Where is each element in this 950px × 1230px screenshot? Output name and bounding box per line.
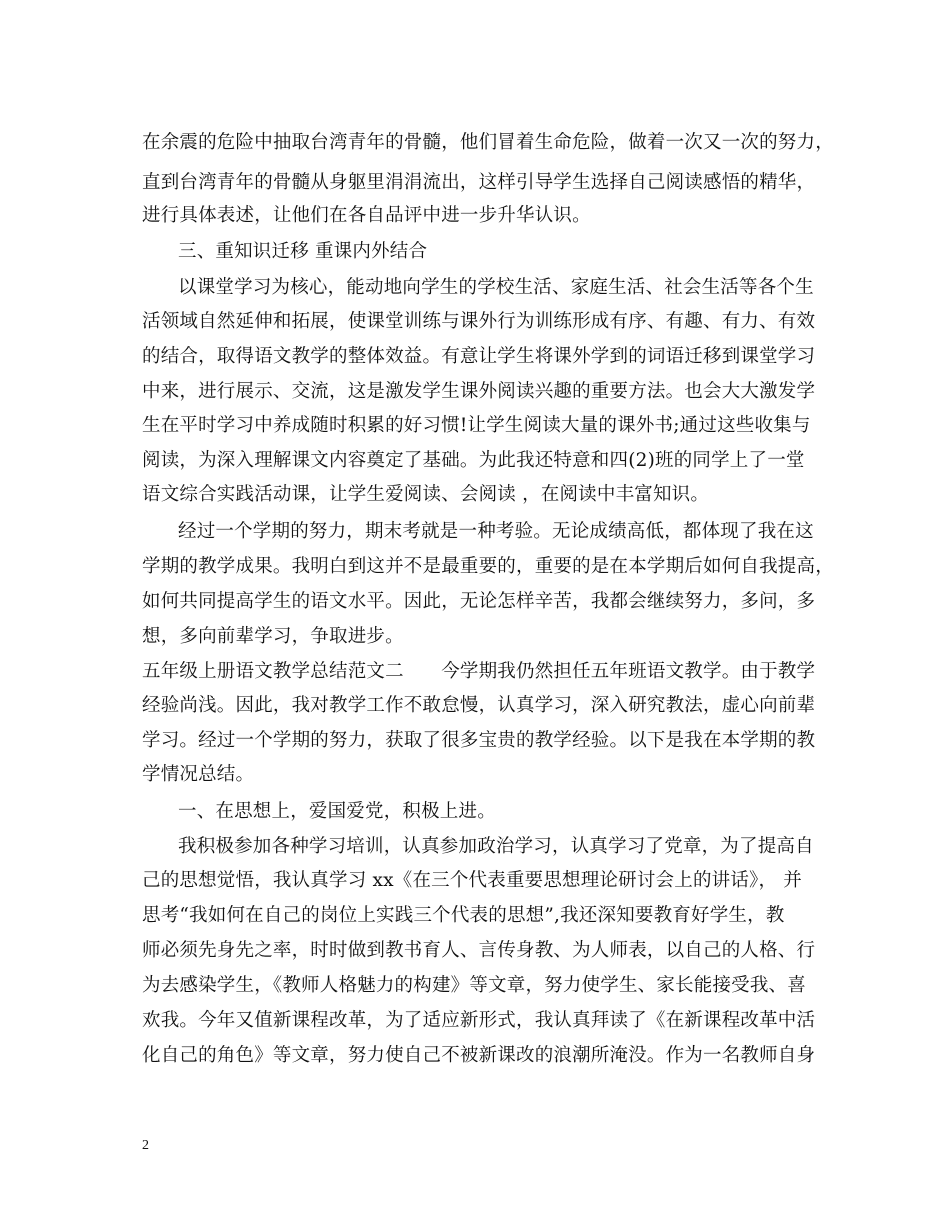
text-line: 思考“我如何在自己的岗位上实践三个代表的思想”,我还深知要教育好学生，教 — [142, 905, 785, 926]
text-line: 我积极参加各种学习培训，认真参加政治学习，认真学习了党章，为了提高自 — [178, 836, 814, 857]
text-line: 活领域自然延伸和拓展，使课堂训练与课外行为训练形成有序、有趣、有力、有效 — [142, 311, 816, 332]
text-line: 中来，进行展示、交流，这是激发学生课外阅读兴趣的重要方法。也会大大激发学 — [142, 381, 816, 402]
text-line: 经过一个学期的努力，期末考就是一种考验。无论成绩高低，都体现了我在这 — [178, 521, 814, 542]
text-line: 以课堂学习为核心，能动地向学生的学校生活、家庭生活、社会生活等各个生 — [178, 277, 814, 298]
text-line: 欢我。今年又值新课程改革，为了适应新形式，我认真拜读了《在新课程改革中活 — [142, 1010, 816, 1031]
text-line: 学习。经过一个学期的努力，获取了很多宝贵的教学经验。以下是我在本学期的教 — [142, 730, 816, 751]
text-line: 学期的教学成果。我明白到这并不是最重要的，重要的是在本学期后如何自我提高， — [142, 556, 834, 577]
page-number: 2 — [142, 1138, 149, 1153]
text-line: 进行具体表述，让他们在各自品评中进一步升华认识。 — [142, 205, 591, 226]
text-line: 学情况总结。 — [142, 764, 255, 785]
text-line: 直到台湾青年的骨髓从身躯里涓涓流出，这样引导学生选择自己阅读感悟的精华， — [142, 172, 816, 193]
text-line: 想，多向前辈学习，争取进步。 — [142, 626, 404, 647]
text-line: 师必须先身先之率，时时做到教书育人、言传身教、为人师表，以自己的人格、行 — [142, 940, 816, 961]
text-line: 化自己的角色》等文章，努力使自己不被新课改的浪潮所淹没。作为一名教师自身 — [142, 1045, 816, 1066]
section-heading: 三、重知识迁移 重课内外结合 — [178, 241, 428, 262]
text-line: 如何共同提高学生的语文水平。因此，无论怎样辛苦，我都会继续努力，多问，多 — [142, 591, 816, 612]
section-heading: 一、在思想上，爱国爱党，积极上进。 — [178, 801, 496, 822]
text-line: 己的思想觉悟，我认真学习 xx《在三个代表重要思想理论研讨会上的讲话》， 并 — [142, 870, 802, 891]
text-line: 生在平时学习中养成随时积累的好习惯!让学生阅读大量的课外书;通过这些收集与 — [142, 415, 811, 436]
text-line: 经验尚浅。因此，我对教学工作不敢怠慢，认真学习，深入研究教法，虚心向前辈 — [142, 695, 816, 716]
section-title-line: 五年级上册语文教学总结范文二 今学期我仍然担任五年班语文教学。由于教学 — [142, 661, 816, 682]
text-line: 在余震的危险中抽取台湾青年的骨髓，他们冒着生命危险，做着一次又一次的努力， — [142, 132, 834, 153]
text-line: 语文综合实践活动课，让学生爱阅读、会阅读 ，在阅读中丰富知识。 — [142, 484, 710, 505]
text-line: 的结合，取得语文教学的整体效益。有意让学生将课外学到的词语迁移到课堂学习 — [142, 346, 816, 367]
text-line: 阅读，为深入理解课文内容奠定了基础。为此我还特意和四(2)班的同学上了一堂 — [142, 450, 805, 471]
text-line: 为去感染学生，《教师人格魅力的构建》等文章，努力使学生、家长能接受我、喜 — [142, 975, 806, 996]
